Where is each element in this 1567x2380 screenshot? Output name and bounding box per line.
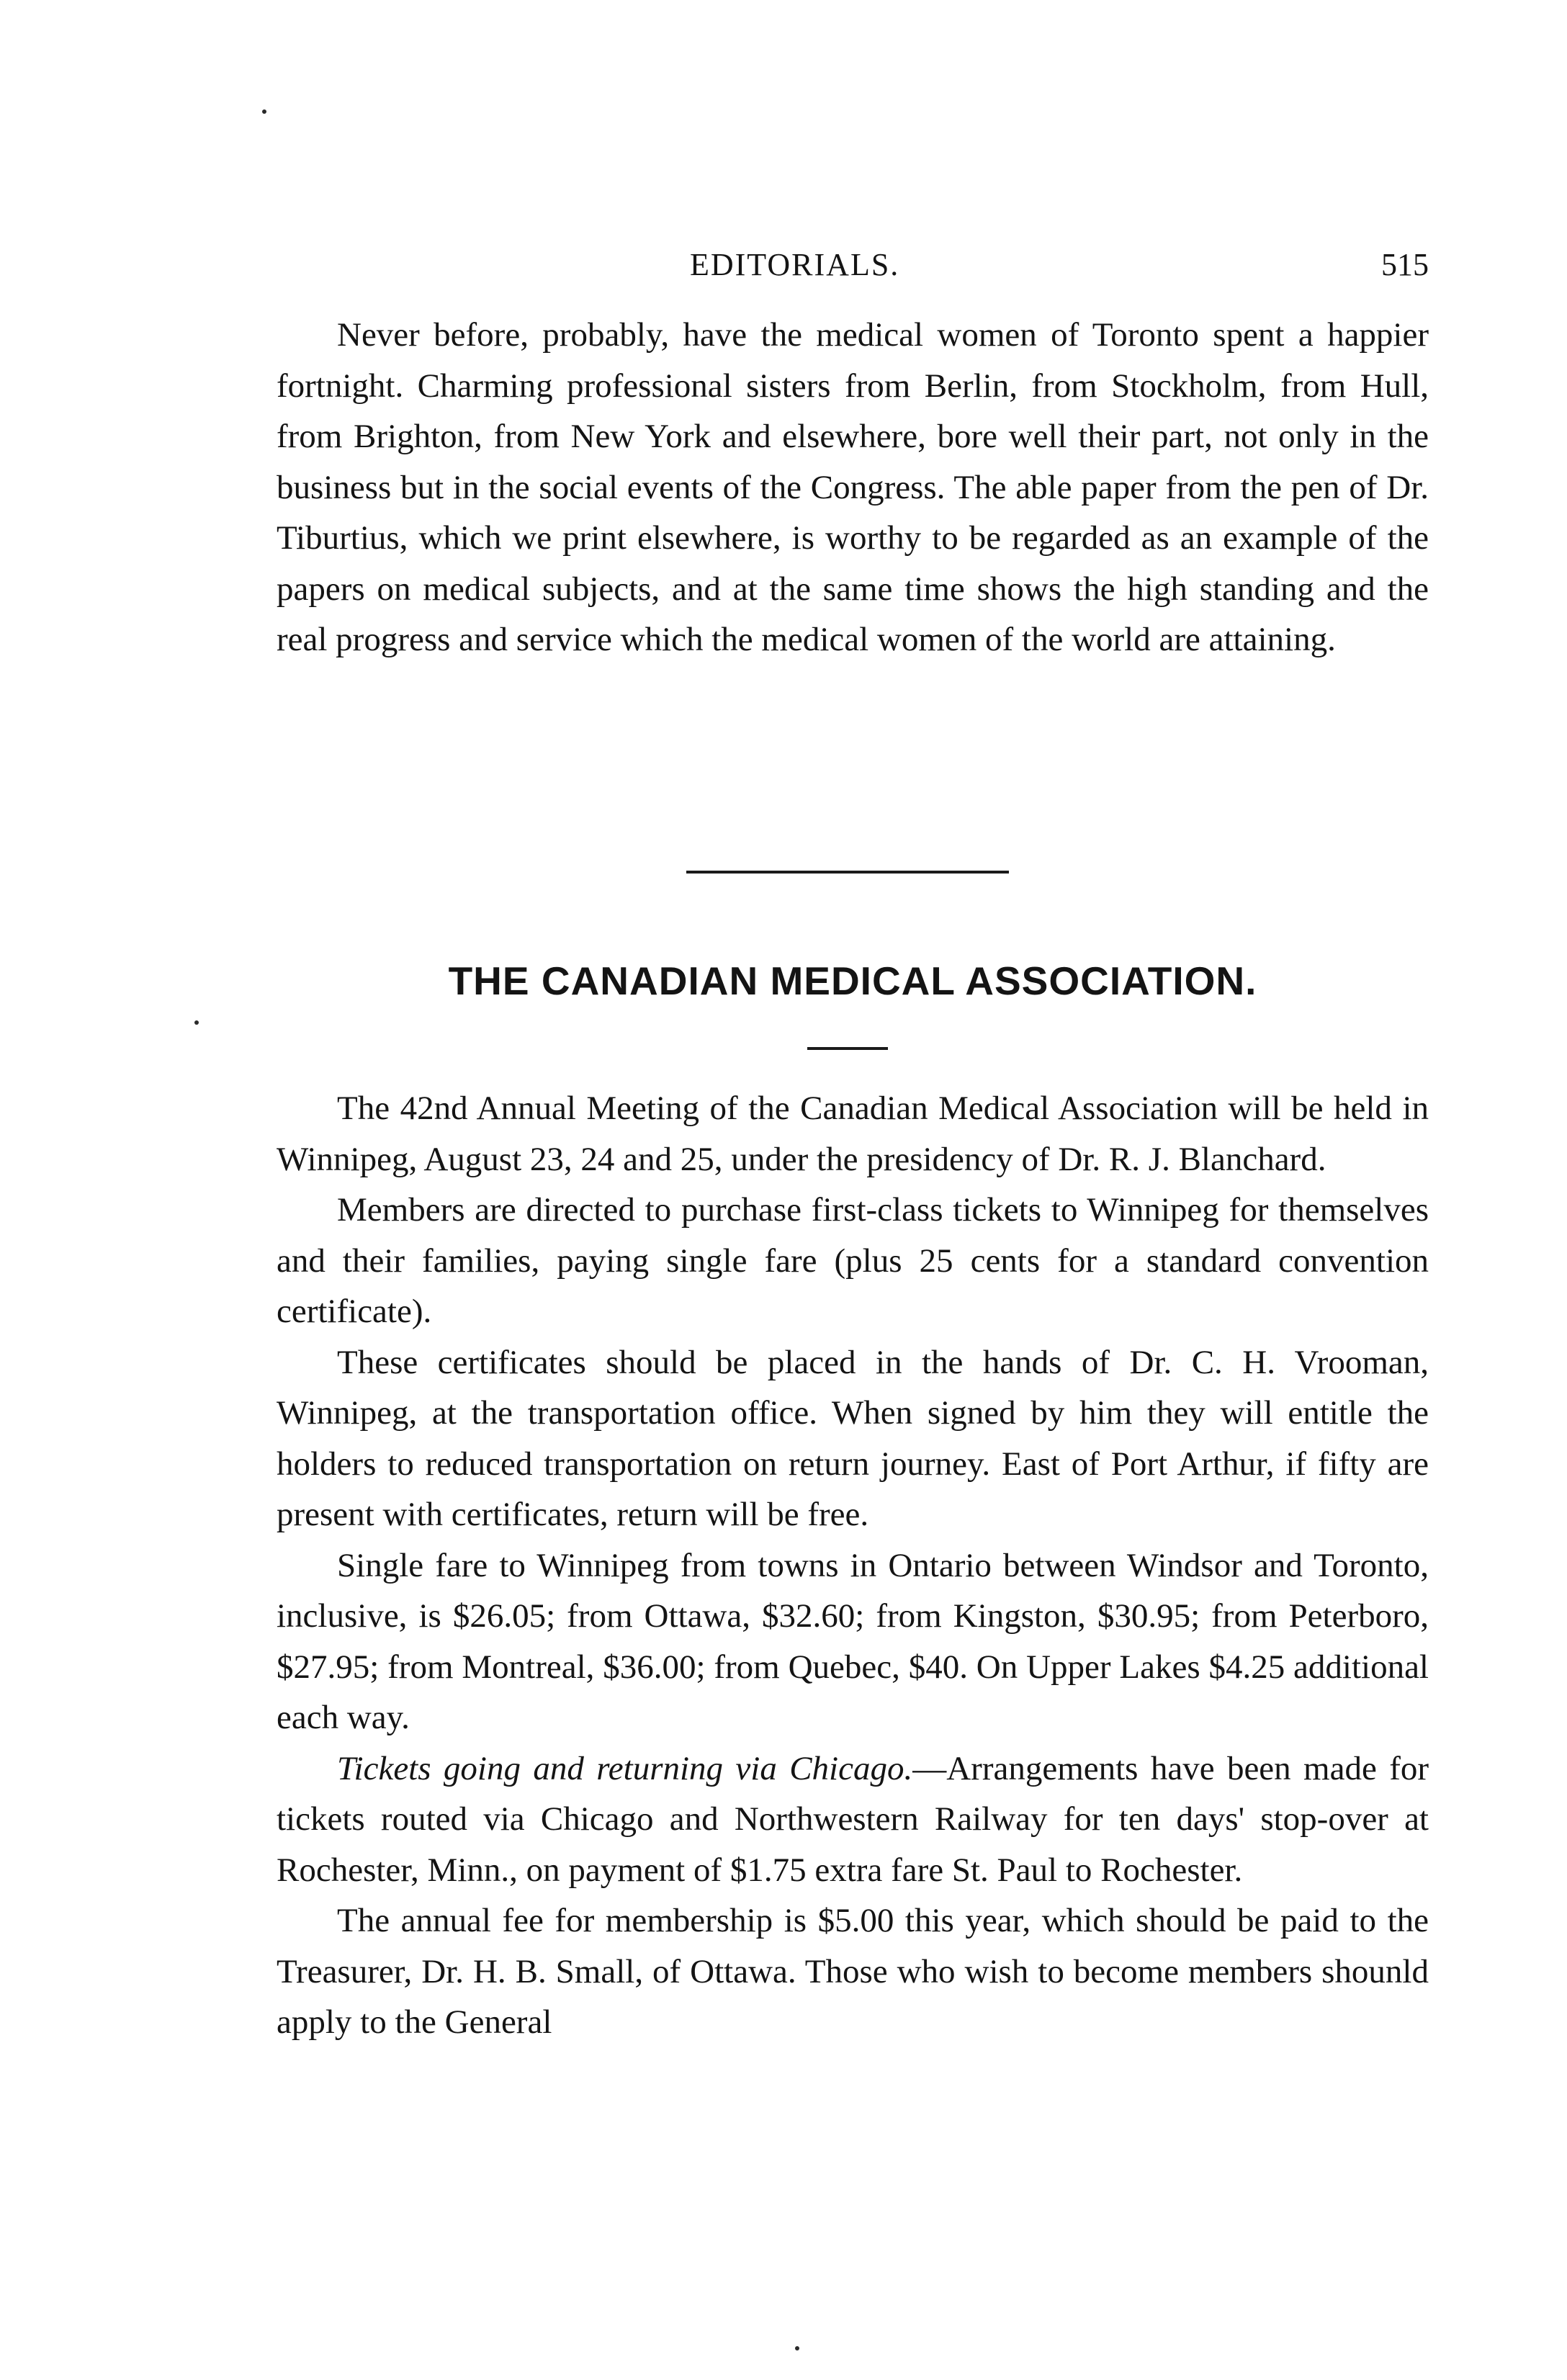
heading-underline: [807, 1047, 888, 1050]
page-number: 515: [1381, 247, 1429, 282]
section-heading: THE CANADIAN MEDICAL ASSOCIATION.: [448, 958, 1257, 1003]
editorial-paragraph: Never before, probably, have the medical women of Toronto spent a happier fortnight. Charming professional sisters from Berlin, from Stockholm, from Hull, from Brighton, from New York and elsewhere, bore well their part, not only in the business but in the social events of the Congress. The able paper from the pen of Dr. Tiburtius, which we print elsewhere, is worthy to be regarded as an example of the papers on medical subjects, and at the same time shows the high standing and the real progress and service which the medical women of the world are attaining.: [277, 316, 1429, 658]
tickets-paragraph: Members are directed to purchase first-class tickets to Winnipeg for themselves and their families, paying single fare (plus 25 cents for a standard convention certificate).: [277, 1191, 1429, 1330]
chicago-body: —Arrangements have been made for tickets routed via Chicago and Northwestern Railway for ten days' stop-over at Rochester, Minn., on payment of $1.75 extra fare St. Paul to Rochester.: [277, 1749, 1429, 1889]
section-divider: [686, 871, 1009, 874]
chicago-lead: Tickets going and returning via Chicago.: [337, 1749, 913, 1787]
scan-speck: [194, 1020, 199, 1025]
scan-speck: [262, 109, 266, 114]
membership-paragraph: The annual fee for membership is $5.00 this year, which should be paid to the Treasurer, Dr. H. B. Small, of Ottawa. Those who wish to become members shounld apply to the General: [277, 1902, 1429, 2041]
running-head: [277, 243, 1429, 287]
meeting-paragraph: The 42nd Annual Meeting of the Canadian Medical Association will be held in Winnipeg, August 23, 24 and 25, under the presidency of Dr. R. J. Blanchard.: [277, 1090, 1429, 1178]
running-title: EDITORIALS.: [690, 247, 900, 282]
chicago-paragraph: [277, 1743, 1429, 1896]
editorial-text: [277, 310, 1429, 665]
section-body: [277, 1083, 1429, 2048]
certificates-paragraph: These certificates should be placed in the hands of Dr. C. H. Vrooman, Winnipeg, at the transportation office. When signed by him they will entitle the holders to reduced transportation on return journey. East of Port Arthur, if fifty are present with certificates, return will be free.: [277, 1343, 1429, 1533]
fares-paragraph: Single fare to Winnipeg from towns in Ontario between Windsor and Toronto, inclusive, is $26.05; from Ottawa, $32.60; from Kingston, $30.95; from Peterboro, $27.95; from Montreal, $36.00; from Quebec, $40. On Upper Lakes $4.25 additional each way.: [277, 1546, 1429, 1736]
scan-speck: [795, 2346, 799, 2350]
